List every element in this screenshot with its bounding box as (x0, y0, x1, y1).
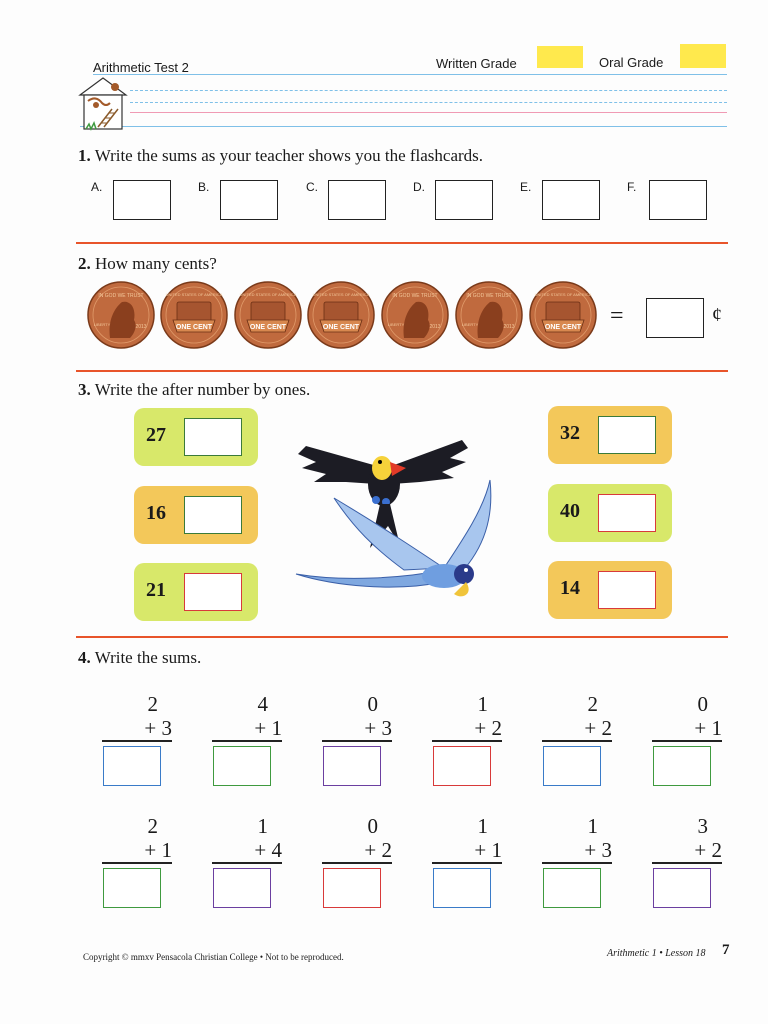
addend-bottom: + 1 (694, 716, 722, 740)
cent-symbol: ¢ (712, 304, 722, 326)
number-card-value: 21 (146, 579, 166, 601)
section4-instructions: Write the sums. (94, 648, 202, 667)
coin-country: UNITED STATES OF AMERICA (534, 292, 592, 297)
coin-denomination: ONE CENT (544, 324, 582, 331)
addend-bottom: + 3 (364, 716, 392, 740)
coin-word: LIBERTY (461, 322, 479, 327)
after-number-answer-box[interactable] (184, 573, 242, 611)
sum-answer-box[interactable] (323, 868, 381, 908)
number-card (134, 486, 258, 544)
penny-tails-icon (306, 280, 376, 350)
addend-top: 3 (697, 814, 708, 838)
flashcard-answer-box[interactable] (649, 180, 707, 220)
addend-top: 1 (477, 814, 488, 838)
name-line-mid (130, 90, 727, 91)
flashcard-label: F. (627, 180, 637, 194)
flashcard-answer-box[interactable] (542, 180, 600, 220)
section2-heading (78, 254, 217, 274)
sum-problem (212, 814, 282, 862)
number-card (548, 484, 672, 542)
addend-bottom: + 1 (474, 838, 502, 862)
addend-bottom: + 4 (254, 838, 282, 862)
sum-line (102, 740, 172, 742)
sum-problem (102, 692, 172, 740)
coin-denomination: ONE CENT (249, 324, 287, 331)
sum-line (102, 862, 172, 864)
lesson-label: Arithmetic 1 • Lesson 18 (607, 948, 706, 959)
coin-country: UNITED STATES OF AMERICA (312, 292, 370, 297)
coin-motto: IN GOD WE TRUST (392, 293, 438, 299)
coin-word: LIBERTY (93, 322, 111, 327)
sum-line (432, 862, 502, 864)
coin-year: 2013 (429, 324, 441, 330)
addend-top: 1 (477, 692, 488, 716)
addend-top: 2 (147, 692, 158, 716)
addend-top: 0 (367, 692, 378, 716)
sum-problem (542, 814, 612, 862)
copyright-notice: Copyright © mmxv Pensacola Christian College • Not to be reproduced. (83, 952, 344, 962)
macaw-illustration (294, 478, 498, 606)
number-card (134, 408, 258, 466)
sum-answer-box[interactable] (323, 746, 381, 786)
sum-answer-box[interactable] (543, 868, 601, 908)
coin-year: 2013 (503, 324, 515, 330)
penny-tails-icon (159, 280, 229, 350)
addend-bottom: + 2 (474, 716, 502, 740)
number-card-value: 40 (560, 500, 580, 522)
coin-country: UNITED STATES OF AMERICA (165, 292, 223, 297)
name-line-bottom (80, 126, 727, 127)
sum-problem (542, 692, 612, 740)
after-number-answer-box[interactable] (598, 494, 656, 532)
house-monkey-icon (78, 75, 128, 131)
addend-top: 1 (257, 814, 268, 838)
oral-grade-label: Oral Grade (599, 55, 664, 70)
sum-problem (652, 692, 722, 740)
sum-answer-box[interactable] (433, 746, 491, 786)
after-number-answer-box[interactable] (598, 416, 656, 454)
sum-line (542, 740, 612, 742)
addend-top: 2 (587, 692, 598, 716)
coin-denomination: ONE CENT (175, 324, 213, 331)
number-card (548, 561, 672, 619)
coin-motto: IN GOD WE TRUST (98, 293, 144, 299)
section-divider (76, 242, 728, 244)
sum-line (432, 740, 502, 742)
flashcard-label: E. (520, 180, 532, 194)
addend-bottom: + 3 (144, 716, 172, 740)
flashcard-answer-box[interactable] (220, 180, 278, 220)
addend-bottom: + 1 (254, 716, 282, 740)
page-number: 7 (722, 942, 730, 958)
written-grade-label: Written Grade (436, 56, 517, 71)
sum-line (322, 740, 392, 742)
coin-word: LIBERTY (387, 322, 405, 327)
flashcard-answer-box[interactable] (113, 180, 171, 220)
sum-problem (212, 692, 282, 740)
sum-answer-box[interactable] (653, 746, 711, 786)
section2-number: 2. (78, 254, 91, 273)
after-number-answer-box[interactable] (184, 418, 242, 456)
after-number-answer-box[interactable] (598, 571, 656, 609)
sum-line (212, 740, 282, 742)
written-grade-field[interactable] (537, 46, 583, 68)
sum-answer-box[interactable] (543, 746, 601, 786)
addend-bottom: + 2 (694, 838, 722, 862)
section3-number: 3. (78, 380, 91, 399)
sum-answer-box[interactable] (103, 868, 161, 908)
flashcard-answer-box[interactable] (435, 180, 493, 220)
name-line-dash2 (130, 102, 727, 103)
sum-line (652, 862, 722, 864)
coin-denomination: ONE CENT (322, 324, 360, 331)
section-divider (76, 636, 728, 638)
addend-top: 4 (257, 692, 268, 716)
sum-problem (432, 692, 502, 740)
coin-country: UNITED STATES OF AMERICA (239, 292, 297, 297)
penny-tails-icon (233, 280, 303, 350)
oral-grade-field[interactable] (680, 44, 726, 68)
sum-answer-box[interactable] (213, 746, 271, 786)
name-line-top (93, 74, 727, 75)
sum-problem (432, 814, 502, 862)
sum-problem (102, 814, 172, 862)
coin-year: 2013 (135, 324, 147, 330)
number-card (134, 563, 258, 621)
section4-number: 4. (78, 648, 91, 667)
flashcard-label: D. (413, 180, 425, 194)
sum-answer-box[interactable] (213, 868, 271, 908)
flashcard-label: A. (91, 180, 103, 194)
flashcard-label: C. (306, 180, 318, 194)
number-card-value: 32 (560, 422, 580, 444)
penny-heads-icon (380, 280, 450, 350)
sum-problem (652, 814, 722, 862)
penny-tails-icon (528, 280, 598, 350)
sum-problem (322, 692, 392, 740)
addend-top: 0 (697, 692, 708, 716)
sum-problem (322, 814, 392, 862)
sum-line (542, 862, 612, 864)
number-card (548, 406, 672, 464)
equals-sign: = (610, 303, 624, 329)
sum-answer-box[interactable] (103, 746, 161, 786)
flashcard-answer-box[interactable] (328, 180, 386, 220)
section3-heading (78, 380, 310, 400)
addend-top: 2 (147, 814, 158, 838)
penny-heads-icon (86, 280, 156, 350)
section1-instructions: Write the sums as your teacher shows you the flashcards. (94, 146, 484, 165)
after-number-answer-box[interactable] (184, 496, 242, 534)
section2-instructions: How many cents? (95, 254, 217, 273)
sum-line (322, 862, 392, 864)
sum-answer-box[interactable] (653, 868, 711, 908)
section3-instructions: Write the after number by ones. (94, 380, 311, 399)
test-title: Arithmetic Test 2 (93, 60, 189, 75)
section1-number: 1. (78, 146, 91, 165)
sum-answer-box[interactable] (433, 868, 491, 908)
addend-bottom: + 3 (584, 838, 612, 862)
section-divider (76, 370, 728, 372)
sum-line (212, 862, 282, 864)
coin-motto: IN GOD WE TRUST (466, 293, 512, 299)
number-card-value: 14 (560, 577, 580, 599)
addend-top: 0 (367, 814, 378, 838)
section4-heading (78, 648, 201, 668)
addend-bottom: + 1 (144, 838, 172, 862)
addend-bottom: + 2 (364, 838, 392, 862)
flashcard-label: B. (198, 180, 210, 194)
section1-heading (78, 146, 483, 166)
number-card-value: 16 (146, 502, 166, 524)
cents-answer-box[interactable] (646, 298, 704, 338)
sum-line (652, 740, 722, 742)
addend-top: 1 (587, 814, 598, 838)
number-card-value: 27 (146, 424, 166, 446)
name-line-base (130, 112, 727, 113)
penny-heads-icon (454, 280, 524, 350)
addend-bottom: + 2 (584, 716, 612, 740)
